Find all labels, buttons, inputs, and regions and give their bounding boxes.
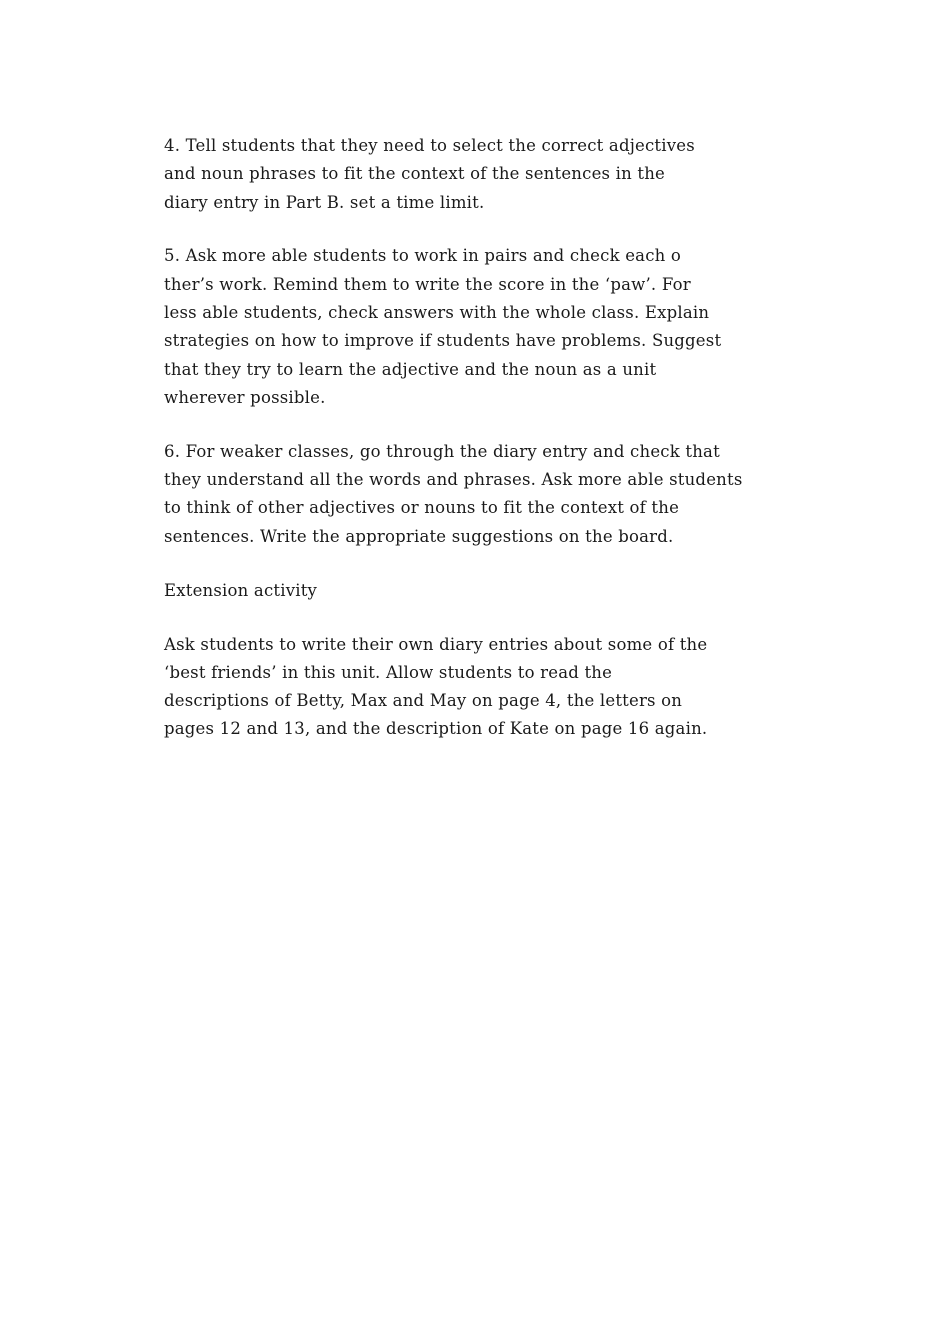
text-line: less able students, check answers with the whole class. Explain: [164, 303, 710, 323]
text-line: pages 12 and 13, and the description of Kate on page 16 again.: [164, 719, 708, 739]
text-line: ther’s work. Remind them to write the score in the ‘paw’. For: [164, 274, 691, 294]
text-line: descriptions of Betty, Max and May on page 4, the letters on: [164, 691, 683, 711]
extension-paragraph: [164, 631, 804, 744]
text-line: to think of other adjectives or nouns to fit the context of the: [164, 498, 680, 518]
text-line: 6. For weaker classes, go through the diary entry and check that: [164, 441, 720, 461]
text-line: sentences. Write the appropriate suggestions on the board.: [164, 526, 674, 546]
text-line: ‘best friends’ in this unit. Allow students to read the: [164, 662, 613, 682]
section-heading: Extension activity: [164, 580, 318, 600]
text-line: 4. Tell students that they need to select the correct adjectives: [164, 136, 695, 155]
step-4-paragraph: [164, 132, 804, 217]
step-6-paragraph: [164, 438, 804, 551]
step-5-paragraph: [164, 242, 804, 412]
document-body: [164, 132, 804, 769]
text-line: that they try to learn the adjective and the noun as a unit: [164, 359, 657, 379]
text-line: wherever possible.: [164, 387, 326, 407]
text-line: Ask students to write their own diary entries about some of the: [164, 634, 708, 654]
extension-heading: [164, 577, 804, 605]
text-line: 5. Ask more able students to work in pairs and check each o: [164, 246, 682, 266]
text-line: strategies on how to improve if students have problems. Suggest: [164, 331, 722, 351]
text-line: and noun phrases to fit the context of the sentences in the: [164, 164, 666, 184]
text-line: diary entry in Part B. set a time limit.: [164, 192, 485, 212]
text-line: they understand all the words and phrases. Ask more able students: [164, 470, 743, 490]
